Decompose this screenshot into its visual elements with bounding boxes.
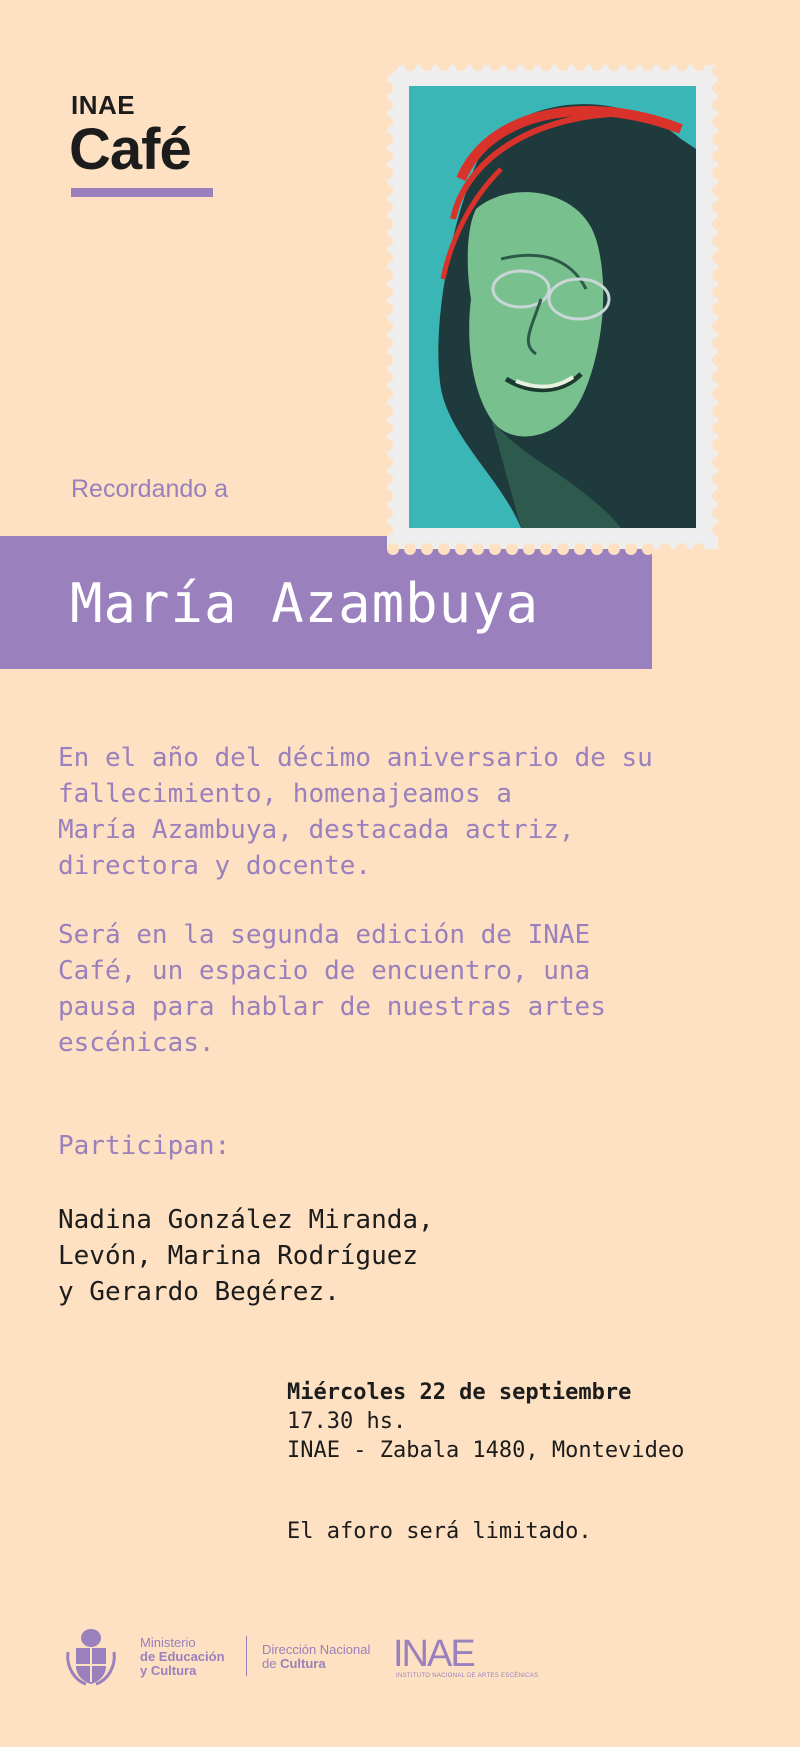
logo-inae-text: INAE: [71, 90, 136, 120]
honoree-name: María Azambuya: [70, 572, 540, 635]
direction-logo-text: [262, 1643, 370, 1671]
capacity-note: El aforo será limitado.: [287, 1519, 592, 1544]
inae-logo-mark: INAE: [393, 1633, 474, 1675]
ministry-logo-text: [140, 1636, 225, 1678]
event-paragraph: Será en la segunda edición de INAE Café, un espacio de encuentro, una pausa para hablar de nuestras artes escénicas.: [58, 920, 606, 1058]
event-time: 17.30 hs.: [287, 1409, 407, 1434]
description-paragraph: En el año del décimo aniversario de su fallecimiento, homenajeamos a María Azambuya, destacada actriz, directora y docente.: [58, 743, 653, 881]
portrait-stamp-image: [381, 59, 724, 555]
intro-label: Recordando a: [71, 475, 229, 503]
coat-of-arms-icon: [64, 1626, 118, 1686]
participants-label: Participan:: [58, 1131, 231, 1161]
logo-underline: [71, 188, 213, 197]
ministry-line2: de Educación: [140, 1649, 225, 1664]
direction-line1: Dirección Nacional: [262, 1642, 371, 1657]
ministry-line3: y Cultura: [140, 1663, 197, 1678]
ministry-line1: Ministerio: [140, 1635, 196, 1650]
logo-cafe-text: Café: [69, 117, 191, 182]
event-location: INAE - Zabala 1480, Montevideo: [287, 1438, 685, 1463]
participants-list: Nadina González Miranda, Levón, Marina Rodríguez y Gerardo Begérez.: [58, 1205, 434, 1307]
event-date: Miércoles 22 de septiembre: [287, 1380, 632, 1405]
inae-logo-subtitle: INSTITUTO NACIONAL DE ARTES ESCÉNICAS: [396, 1673, 539, 1679]
direction-line2: de Cultura: [262, 1656, 326, 1671]
footer-divider: [246, 1636, 247, 1676]
